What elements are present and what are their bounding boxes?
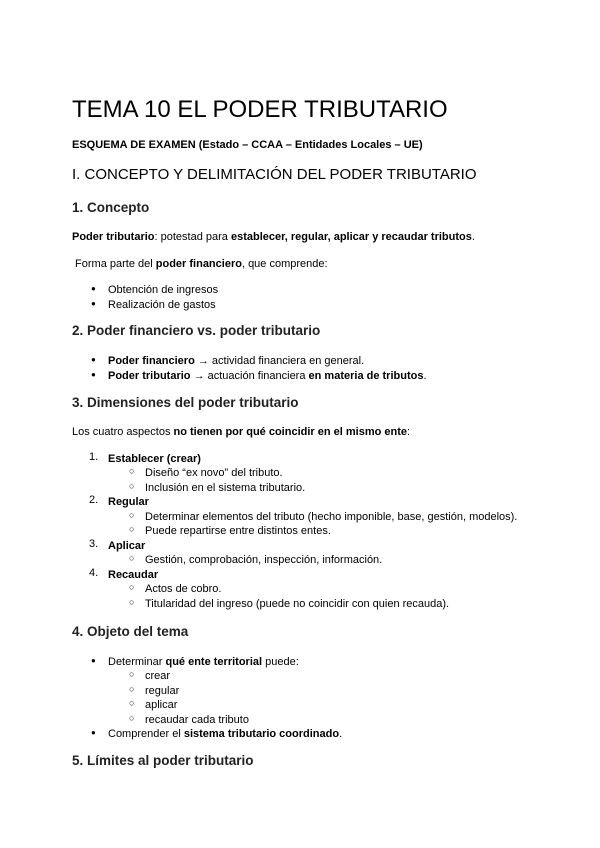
sub-item-text: regular — [145, 685, 180, 697]
circle-bullet-icon: ○ — [129, 713, 135, 723]
circle-bullet-icon: ○ — [129, 582, 135, 592]
intro-text: Los cuatro aspectos — [72, 426, 174, 438]
list-item-text — [108, 654, 299, 670]
forma-paragraph — [72, 256, 328, 272]
item-number: 4. — [89, 567, 99, 579]
bullet-icon: ● — [91, 355, 96, 364]
numbered-label: Aplicar — [108, 540, 146, 552]
list-item-text: Realización de gastos — [108, 299, 216, 311]
forma-text: Forma parte del — [72, 258, 156, 270]
item-text: Comprender el — [108, 728, 184, 740]
def-end: . — [471, 231, 475, 243]
item-bold: Poder tributario — [108, 370, 191, 382]
circle-bullet-icon: ○ — [129, 597, 135, 607]
exam-outline-subtitle: ESQUEMA DE EXAMEN (Estado – CCAA – Entidades Locales – UE) — [72, 139, 423, 151]
heading-objeto: 4. Objeto del tema — [72, 624, 189, 639]
heading-dimensiones: 3. Dimensiones del poder tributario — [72, 395, 299, 410]
definition-paragraph — [72, 229, 475, 245]
bullet-icon: ● — [91, 728, 96, 737]
circle-bullet-icon: ○ — [129, 466, 135, 476]
item-text: → actividad financiera en general. — [194, 355, 365, 367]
sub-item-text: aplicar — [145, 699, 178, 711]
sub-item-text: recaudar cada tributo — [145, 714, 249, 726]
circle-bullet-icon: ○ — [129, 698, 135, 708]
list-item-text: Obtención de ingresos — [108, 284, 219, 296]
item-number: 2. — [89, 494, 99, 506]
page-title: TEMA 10 EL PODER TRIBUTARIO — [72, 96, 448, 123]
numbered-label: Recaudar — [108, 569, 159, 581]
forma-end: , que comprende: — [241, 258, 328, 270]
item-end: . — [339, 728, 343, 740]
item-end: . — [423, 370, 427, 382]
sub-item-text: Inclusión en el sistema tributario. — [145, 482, 306, 494]
bullet-icon: ● — [91, 656, 96, 665]
sub-item-text: Actos de cobro. — [145, 583, 222, 595]
sub-item-text: crear — [145, 670, 171, 682]
item-end: puede: — [262, 656, 299, 668]
sub-item-text: Diseño “ex novo” del tributo. — [145, 467, 283, 479]
bullet-icon: ● — [91, 370, 96, 379]
circle-bullet-icon: ○ — [129, 481, 135, 491]
list-item-text — [108, 368, 427, 384]
intro-end: : — [407, 426, 411, 438]
bullet-icon: ● — [91, 284, 96, 293]
item-bold: qué ente territorial — [165, 656, 263, 668]
circle-bullet-icon: ○ — [129, 524, 135, 534]
circle-bullet-icon: ○ — [129, 684, 135, 694]
item-bold-2: en materia de tributos — [308, 370, 424, 382]
intro-bold: no tienen por qué coincidir en el mismo ente — [173, 426, 407, 438]
dimensiones-intro — [72, 424, 410, 440]
def-bold-1: Poder tributario — [72, 231, 155, 243]
circle-bullet-icon: ○ — [129, 553, 135, 563]
item-text: → actuación financiera — [190, 370, 309, 382]
numbered-label: Establecer (crear) — [108, 453, 201, 465]
heading-concepto: 1. Concepto — [72, 200, 150, 215]
circle-bullet-icon: ○ — [129, 669, 135, 679]
numbered-label: Regular — [108, 496, 149, 508]
list-item-text — [108, 726, 342, 742]
forma-bold: poder financiero — [155, 258, 242, 270]
heading-limites: 5. Límites al poder tributario — [72, 753, 254, 768]
sub-item-text: Gestión, comprobación, inspección, información. — [145, 554, 383, 566]
def-text: : potestad para — [154, 231, 231, 243]
item-number: 3. — [89, 538, 99, 550]
item-bold: sistema tributario coordinado — [183, 728, 340, 740]
item-text: Determinar — [108, 656, 166, 668]
sub-item-text: Titularidad del ingreso (puede no coincidir con quien recauda). — [145, 598, 450, 610]
heading-financiero-vs-tributario: 2. Poder financiero vs. poder tributario — [72, 323, 321, 338]
circle-bullet-icon: ○ — [129, 510, 135, 520]
section-heading-1: I. CONCEPTO Y DELIMITACIÓN DEL PODER TRIBUTARIO — [72, 166, 477, 183]
list-item-text — [108, 353, 364, 369]
sub-item-text: Determinar elementos del tributo (hecho imponible, base, gestión, modelos). — [145, 511, 518, 523]
sub-item-text: Puede repartirse entre distintos entes. — [145, 525, 331, 537]
item-bold: Poder financiero — [108, 355, 195, 367]
def-bold-2: establecer, regular, aplicar y recaudar tributos — [230, 231, 472, 243]
item-number: 1. — [89, 451, 99, 463]
bullet-icon: ● — [91, 299, 96, 308]
